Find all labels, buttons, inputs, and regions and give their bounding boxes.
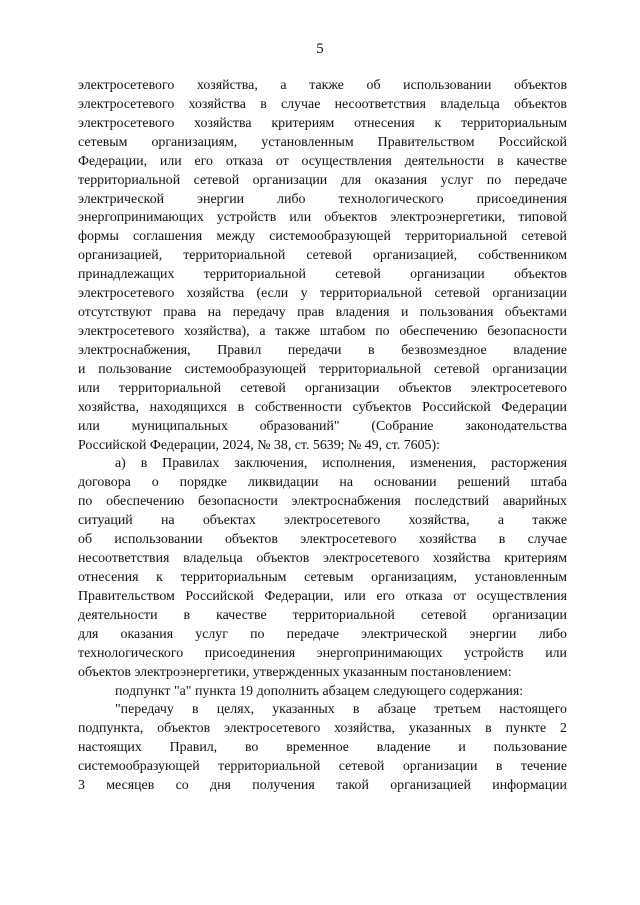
text-line: или муниципальных образований" (Собрание законодательства xyxy=(78,418,567,434)
text-line: и пользование системообразующей территориальной сетевой организации xyxy=(78,361,567,377)
text-line: системообразующей территориальной сетевой организации в течение xyxy=(78,759,567,775)
text-line: подпункт "а" пункта 19 дополнить абзацем следующего содержания: xyxy=(115,683,524,699)
text-line: Федерации, или его отказа от осуществления деятельности в качестве xyxy=(78,153,567,169)
text-line: хозяйства, находящихся в собственности субъектов Российской Федерации xyxy=(78,399,567,415)
text-line: технологического присоединения энергопринимающих устройств или xyxy=(78,645,567,661)
text-line: несоответствия владельца объектов электросетевого хозяйства критериям xyxy=(78,551,567,567)
text-line: ситуаций на объектах электросетевого хозяйства, а также xyxy=(78,513,567,529)
text-line: настоящих Правил, во временное владение и пользование xyxy=(78,740,567,756)
text-line: об использовании объектов электросетевого хозяйства в случае xyxy=(78,532,567,548)
text-line: отнесения к территориальным сетевым организациям, установленным xyxy=(78,569,567,585)
text-line: по обеспечению безопасности электроснабжения последствий аварийных xyxy=(78,494,567,510)
body-text xyxy=(78,77,567,796)
text-line: электроснабжения, Правил передачи в безвозмездное владение xyxy=(78,342,567,358)
text-line: или территориальной сетевой организации объектов электросетевого xyxy=(78,380,567,396)
text-line: "передачу в целях, указанных в абзаце третьем настоящего xyxy=(115,702,567,718)
text-line: организацией, территориальной сетевой организацией, собственником xyxy=(78,248,567,264)
text-line: отсутствуют права на передачу прав владения и пользования объектами xyxy=(78,305,567,321)
text-line: электросетевого хозяйства, а также об использовании объектов xyxy=(78,78,567,93)
text-line: электросетевого хозяйства (если у территориальной сетевой организации xyxy=(78,286,567,302)
text-line: подпункта, объектов электросетевого хозяйства, указанных в пункте 2 xyxy=(78,721,567,737)
text-line: электросетевого хозяйства критериям отнесения к территориальным xyxy=(78,115,567,131)
text-line: формы соглашения между системообразующей территориальной сетевой xyxy=(78,229,567,245)
text-line: сетевым организациям, установленным Правительством Российской xyxy=(78,134,567,150)
text-line: деятельности в качестве территориальной сетевой организации xyxy=(78,607,567,623)
text-line: Правительством Российской Федерации, или его отказа от осуществления xyxy=(78,588,567,604)
page-number: 5 xyxy=(316,41,324,57)
text-line: 3 месяцев со дня получения такой организацией информации xyxy=(78,778,567,794)
text-line: Российской Федерации, 2024, № 38, ст. 5639; № 49, ст. 7605): xyxy=(78,437,440,453)
text-line: электросетевого хозяйства в случае несоответствия владельца объектов xyxy=(78,96,567,112)
text-line: принадлежащих территориальной сетевой организации объектов xyxy=(78,267,567,283)
text-line: электрической энергии либо технологического присоединения xyxy=(78,191,567,207)
text-line: а) в Правилах заключения, исполнения, изменения, расторжения xyxy=(115,456,567,472)
text-line: объектов электроэнергетики, утвержденных указанным постановлением: xyxy=(78,664,512,680)
text-line: энергопринимающих устройств или объектов электроэнергетики, типовой xyxy=(78,210,567,226)
text-line: договора о порядке ликвидации на основании решений штаба xyxy=(78,475,567,491)
text-line: электросетевого хозяйства), а также штабом по обеспечению безопасности xyxy=(78,323,567,339)
text-line: территориальной сетевой организации для оказания услуг по передаче xyxy=(78,172,567,188)
text-line: для оказания услуг по передаче электрической энергии либо xyxy=(78,626,567,642)
